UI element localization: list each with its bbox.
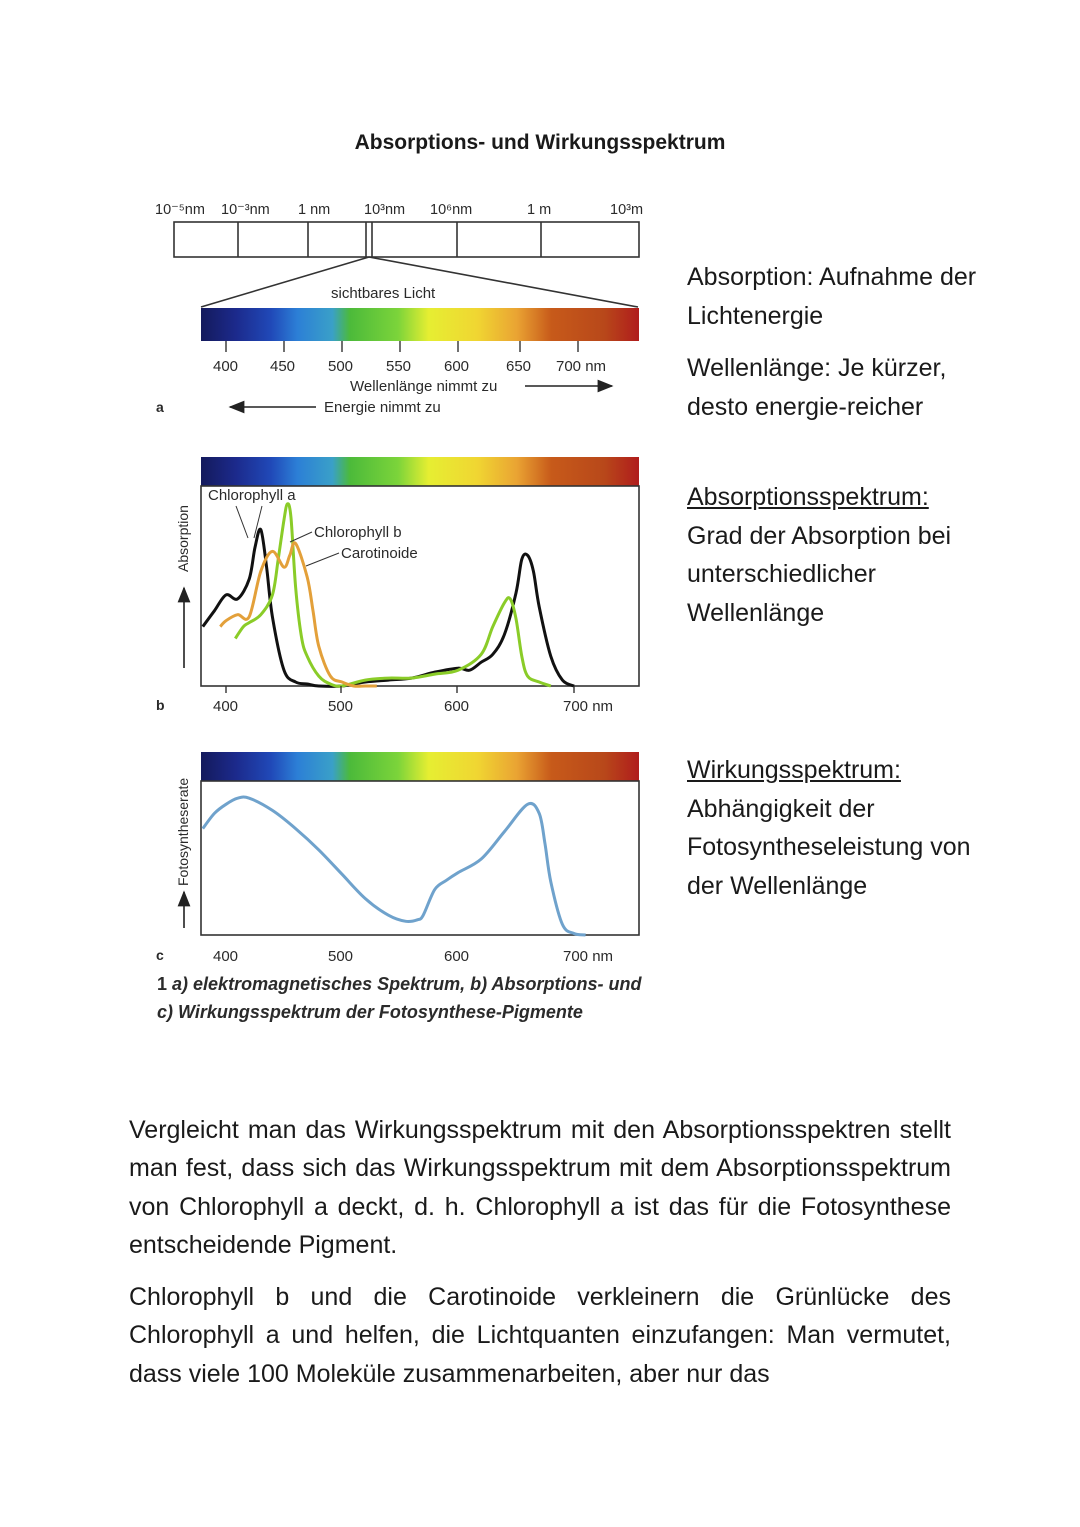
- tick-label: 650: [506, 358, 532, 375]
- note-absorption-text: Aufnahme der Lichtenergie: [687, 263, 977, 330]
- note-abs-spectrum-text: Grad der Absorption bei unterschiedlicher Wellenlänge: [687, 521, 952, 627]
- em-label: 10⁻³nm: [221, 202, 270, 218]
- tick-label: 500: [328, 358, 354, 375]
- note-action-spectrum: [687, 751, 977, 905]
- note-abs-spectrum-term: Absorptionsspektrum:: [687, 483, 929, 511]
- rate-axis-label: Fotosyntheserate: [175, 777, 191, 886]
- legend-chlorophyll-b: Chlorophyll b: [314, 524, 402, 541]
- note-wavelength: [687, 349, 977, 426]
- legend-carotinoide: Carotinoide: [341, 545, 418, 562]
- caption-line1: a) elektromagnetisches Spektrum, b) Absorptions- und: [172, 974, 642, 994]
- tick-label: 500: [328, 698, 354, 715]
- note-absorption: [687, 258, 977, 335]
- tick-label: 500: [328, 948, 354, 965]
- panel-letter-a: a: [156, 399, 164, 415]
- em-label: 10⁻⁵nm: [155, 202, 205, 218]
- paragraph-1: [129, 1111, 951, 1264]
- tick-label: 450: [270, 358, 296, 375]
- wavelength-note: Wellenlänge nimmt zu: [350, 378, 498, 395]
- note-wavelength-term: Wellenlänge:: [687, 354, 832, 382]
- tick-label: 400: [213, 358, 239, 375]
- visible-light-label: sichtbares Licht: [331, 285, 436, 302]
- em-label: 1 m: [527, 202, 552, 218]
- tick-label: 400: [213, 698, 239, 715]
- visible-ticks: [226, 341, 578, 352]
- absorption-axis-label: Absorption: [175, 505, 191, 572]
- note-absorption-spectrum: [687, 478, 977, 632]
- absorption-plot-frame: [201, 486, 639, 686]
- paragraph-2: [129, 1278, 951, 1393]
- tick-label: 700 nm: [563, 698, 614, 715]
- note-action-spectrum-text: Abhängigkeit der Fotosyntheseleistung von der Wellenlänge: [687, 794, 971, 900]
- em-label: 10³nm: [364, 202, 406, 218]
- action-curves: [203, 797, 586, 935]
- series-line-wirkungsspektrum: [203, 797, 586, 935]
- tick-label: 600: [444, 698, 470, 715]
- page-title: Absorptions- und Wirkungsspektrum: [354, 131, 726, 154]
- action-spectrum-bar: [201, 752, 639, 781]
- tick-label: 700 nm: [563, 948, 614, 965]
- visible-spectrum-bar: [201, 308, 639, 341]
- panel-letter-b: b: [156, 697, 165, 713]
- absorption-x-ticks: [226, 686, 574, 693]
- absorption-x-tick-labels: [213, 698, 613, 715]
- tick-label: 700 nm: [556, 358, 607, 375]
- absorption-spectrum-bar: [201, 457, 639, 486]
- tick-label: 600: [444, 948, 470, 965]
- legend-leader-c: [306, 553, 339, 566]
- note-absorption-term: Absorption:: [687, 263, 814, 291]
- note-wavelength-text: Je kürzer, desto energie-reicher: [687, 354, 947, 421]
- em-scale-labels: [155, 202, 643, 218]
- legend-leader-a: [236, 506, 248, 538]
- panel-letter-c: c: [156, 947, 164, 963]
- em-label: 1 nm: [298, 202, 331, 218]
- note-action-spectrum-term: Wirkungsspektrum:: [687, 756, 901, 784]
- action-plot-frame: [201, 781, 639, 935]
- paragraph-1-text: Vergleicht man das Wirkungsspektrum mit den Absorptionsspektren stellt man fest, dass sich das Wirkungsspektrum mit dem Absorptionsspektrum von Chlorophyll a deckt, d. h. Chlorophyll a ist das für die Fotosynthese entscheidende Pigment.: [129, 1116, 951, 1259]
- tick-label: 400: [213, 948, 239, 965]
- caption-number: 1: [157, 974, 168, 994]
- paragraph-2-text: Chlorophyll b und die Carotinoide verkleinern die Grünlücke des Chlorophyll a und helfen, die Lichtquanten einzufangen: Man vermutet, dass viele 100 Moleküle zusammenarbeiten, aber nur das: [129, 1283, 951, 1388]
- figure-caption: [157, 970, 717, 1026]
- visible-tick-labels: [213, 358, 606, 375]
- tick-label: 550: [386, 358, 412, 375]
- legend-chlorophyll-a: Chlorophyll a: [208, 487, 296, 504]
- em-label: 10³m: [610, 202, 644, 218]
- em-label: 10⁶nm: [430, 202, 473, 218]
- energy-note: Energie nimmt zu: [324, 399, 441, 416]
- action-x-tick-labels: [213, 948, 613, 965]
- tick-label: 600: [444, 358, 470, 375]
- caption-line2: c) Wirkungsspektrum der Fotosynthese-Pigmente: [157, 1002, 583, 1022]
